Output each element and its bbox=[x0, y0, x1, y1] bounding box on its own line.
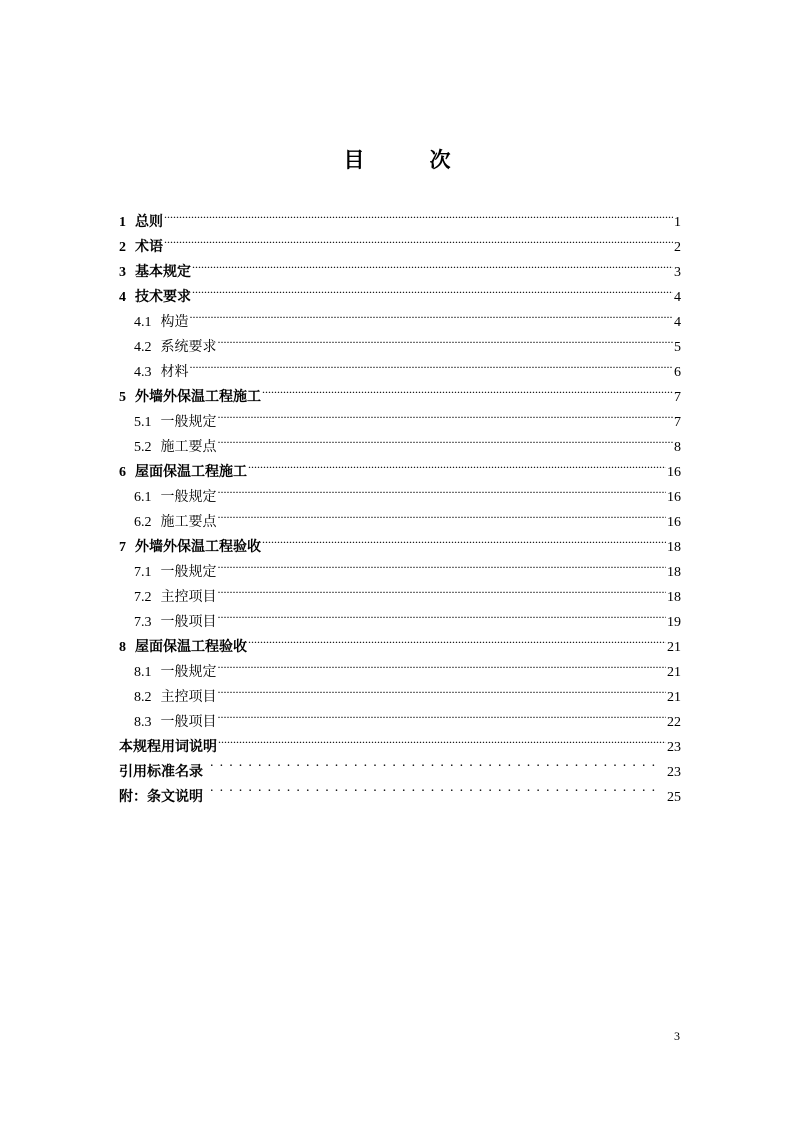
toc-entry-number: 7.1 bbox=[134, 565, 152, 580]
toc-entry-number: 8.2 bbox=[134, 690, 152, 705]
toc-entry-number: 4 bbox=[119, 290, 126, 305]
toc-entry-number: 8 bbox=[119, 640, 126, 655]
toc-entry-label: 施工要点 bbox=[160, 514, 217, 530]
toc-dot-leader bbox=[218, 501, 667, 526]
toc-dot-leader bbox=[164, 201, 673, 226]
toc-entry-label: 一般项目 bbox=[160, 714, 217, 730]
toc-dot-leader bbox=[218, 426, 674, 451]
toc-entry-label: 本规程用词说明 bbox=[119, 739, 217, 755]
toc-entry-page: 7 bbox=[674, 390, 681, 405]
toc-entry-page: 5 bbox=[674, 340, 681, 355]
toc-dot-leader bbox=[190, 351, 674, 376]
toc-entry-label: 术语 bbox=[135, 239, 163, 255]
toc-entry-number: 6 bbox=[119, 465, 126, 480]
toc-dot-leader bbox=[218, 726, 666, 751]
toc-entry-label: 外墙外保温工程施工 bbox=[135, 389, 261, 405]
toc-entry-page: 21 bbox=[667, 640, 681, 655]
toc-entry-page: 25 bbox=[667, 790, 681, 805]
toc-entry-number: 7.3 bbox=[134, 615, 152, 630]
toc-entry-page: 6 bbox=[674, 365, 681, 380]
page-title: 目 次 bbox=[343, 148, 473, 172]
toc-entry-label: 主控项目 bbox=[160, 589, 217, 605]
toc-entry-standards-list[interactable] bbox=[119, 751, 681, 780]
toc-dot-leader bbox=[218, 476, 667, 501]
toc-dot-leader bbox=[262, 376, 673, 401]
toc-entry[interactable] bbox=[119, 276, 681, 305]
toc-entry-label: 外墙外保温工程验收 bbox=[135, 539, 261, 555]
toc-dot-leader bbox=[218, 551, 667, 576]
toc-entry-label: 一般项目 bbox=[160, 614, 217, 630]
toc-dot-leader bbox=[164, 226, 673, 251]
toc-entry-page: 18 bbox=[667, 565, 681, 580]
toc-dot-leader bbox=[218, 601, 667, 626]
toc-entry-label: 系统要求 bbox=[160, 339, 217, 355]
toc-entry-label: 基本规定 bbox=[135, 264, 191, 280]
toc-entry-label: 一般规定 bbox=[160, 564, 217, 580]
toc-dot-leader bbox=[192, 276, 673, 301]
toc-entry-page: 3 bbox=[674, 265, 681, 280]
toc-entry-page: 19 bbox=[667, 615, 681, 630]
toc-dot-leader bbox=[262, 526, 666, 551]
toc-entry[interactable] bbox=[119, 226, 681, 255]
toc-entry-page: 16 bbox=[667, 515, 681, 530]
toc-entry-number: 8.1 bbox=[134, 665, 152, 680]
toc-entry-page: 23 bbox=[667, 740, 681, 755]
toc-entry-page: 23 bbox=[667, 765, 681, 780]
toc-entry-label: 屋面保温工程施工 bbox=[135, 464, 247, 480]
toc-dot-leader bbox=[192, 251, 673, 276]
toc-subentry[interactable] bbox=[119, 326, 681, 355]
toc-entry-number: 2 bbox=[119, 240, 126, 255]
toc-entry-page: 16 bbox=[667, 490, 681, 505]
toc-entry-page: 21 bbox=[667, 665, 681, 680]
toc-dot-leader bbox=[248, 626, 666, 651]
page-number: 3 bbox=[674, 1029, 680, 1043]
toc-entry-number: 7 bbox=[119, 540, 126, 555]
toc-entry-page: 2 bbox=[674, 240, 681, 255]
toc-subentry[interactable] bbox=[119, 351, 681, 380]
toc-entry[interactable] bbox=[119, 201, 681, 230]
toc-entry-label: 屋面保温工程验收 bbox=[135, 639, 247, 655]
toc-entry-label: 一般规定 bbox=[160, 414, 217, 430]
toc-entry-label: 构造 bbox=[160, 314, 189, 330]
toc-entry-label: 总则 bbox=[135, 214, 163, 230]
toc-dot-leader bbox=[218, 576, 667, 601]
toc-entry-page: 16 bbox=[667, 465, 681, 480]
toc-entry-page: 21 bbox=[667, 690, 681, 705]
toc-entry-number: 4.3 bbox=[134, 365, 152, 380]
toc-entry-label: 附：条文说明 bbox=[119, 789, 203, 805]
toc-dot-leader bbox=[218, 676, 667, 701]
toc-entry-number: 5.2 bbox=[134, 440, 152, 455]
toc-entry-label: 一般规定 bbox=[160, 664, 217, 680]
toc-entry[interactable] bbox=[119, 376, 681, 405]
toc-dot-leader bbox=[218, 326, 674, 351]
toc-entry-page: 8 bbox=[674, 440, 681, 455]
toc-dot-leader bbox=[204, 751, 656, 776]
toc-entry-page: 22 bbox=[667, 715, 681, 730]
toc-entry-explanation[interactable] bbox=[119, 776, 681, 805]
toc-entry-number: 1 bbox=[119, 215, 126, 230]
toc-dot-leader bbox=[218, 701, 667, 726]
toc-dot-leader bbox=[218, 401, 674, 426]
toc-entry-number: 8.3 bbox=[134, 715, 152, 730]
toc-entry-page: 18 bbox=[667, 540, 681, 555]
toc-entry-page: 4 bbox=[674, 315, 681, 330]
toc-subentry[interactable] bbox=[119, 301, 681, 330]
toc-entry-label: 技术要求 bbox=[135, 289, 191, 305]
toc-entry-label: 材料 bbox=[160, 364, 189, 380]
toc-entry-page: 1 bbox=[674, 215, 681, 230]
toc-entry-number: 6.1 bbox=[134, 490, 152, 505]
toc-entry-number: 7.2 bbox=[134, 590, 152, 605]
toc-dot-leader bbox=[204, 776, 656, 801]
toc-dot-leader bbox=[190, 301, 674, 326]
toc-entry-page: 7 bbox=[674, 415, 681, 430]
toc-entry-number: 4.2 bbox=[134, 340, 152, 355]
toc-dot-leader bbox=[218, 651, 667, 676]
toc-entry-label: 引用标准名录 bbox=[119, 764, 203, 780]
toc-entry-page: 4 bbox=[674, 290, 681, 305]
toc-entry[interactable] bbox=[119, 251, 681, 280]
toc-entry-number: 6.2 bbox=[134, 515, 152, 530]
toc-entry-number: 3 bbox=[119, 265, 126, 280]
toc-entry-page: 18 bbox=[667, 590, 681, 605]
table-of-contents bbox=[119, 201, 681, 805]
toc-entry-label: 一般规定 bbox=[160, 489, 217, 505]
toc-entry-number: 5.1 bbox=[134, 415, 152, 430]
toc-entry-label: 主控项目 bbox=[160, 689, 217, 705]
toc-entry-number: 4.1 bbox=[134, 315, 152, 330]
toc-entry-label: 施工要点 bbox=[160, 439, 217, 455]
toc-dot-leader bbox=[248, 451, 666, 476]
toc-entry-number: 5 bbox=[119, 390, 126, 405]
